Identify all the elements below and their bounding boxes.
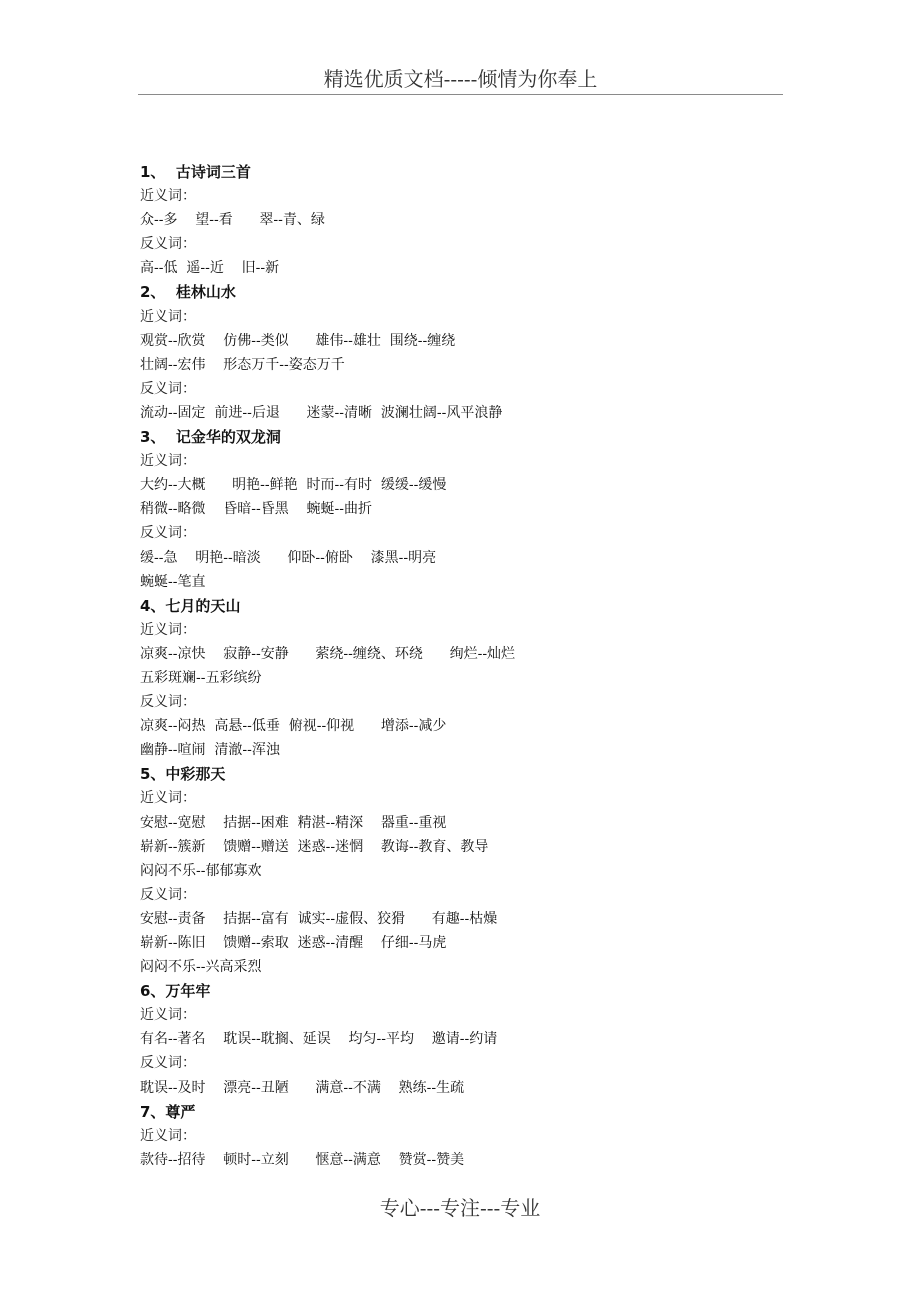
section-label: 近义词： xyxy=(140,1127,196,1144)
section-label: 反义词： xyxy=(140,380,196,397)
section-label: 反义词： xyxy=(140,1055,196,1072)
section-heading: 1、 古诗词三首 xyxy=(140,163,251,181)
text-line: 蜿蜒--笔直 xyxy=(140,573,206,590)
text-line: 闷闷不乐--兴高采烈 xyxy=(140,959,262,976)
section-label: 近义词： xyxy=(140,188,196,205)
footer-text: 专心---专注---专业 xyxy=(379,1196,541,1220)
text-line: 有名--著名 耽误--耽搁、延误 均匀--平均 邀请--约请 xyxy=(140,1031,498,1048)
text-line: 凉爽--凉快 寂静--安静 萦绕--缠绕、环绕 绚烂--灿烂 xyxy=(140,645,516,662)
section-heading: 5、中彩那天 xyxy=(140,765,226,784)
section-heading: 3、 记金华的双龙洞 xyxy=(140,428,281,447)
text-line: 崭新--陈旧 馈赠--索取 迷惑--清醒 仔细--马虎 xyxy=(140,935,447,951)
section-heading: 4、七月的天山 xyxy=(140,596,241,615)
text-line: 观赏--欣赏 仿佛--类似 雄伟--雄壮 围绕--缠绕 xyxy=(140,332,456,349)
text-line: 缓--急 明艳--暗淡 仰卧--俯卧 漆黑--明亮 xyxy=(140,549,437,566)
section-label: 反义词： xyxy=(140,694,196,711)
header-text: 精选优质文档-----倾情为你奉上 xyxy=(323,67,598,91)
text-line: 流动--固定 前进--后退 迷蒙--清晰 波澜壮阔--风平浪静 xyxy=(140,404,503,421)
section-heading: 6、万年牢 xyxy=(140,982,211,1001)
text-line: 耽误--及时 漂亮--丑陋 满意--不满 熟练--生疏 xyxy=(140,1079,465,1096)
text-line: 闷闷不乐--郁郁寡欢 xyxy=(140,862,262,879)
section-label: 近义词： xyxy=(140,1007,196,1024)
text-line: 崭新--簇新 馈赠--赠送 迷惑--迷惘 教诲--教育、教导 xyxy=(140,838,489,855)
text-line: 凉爽--闷热 高悬--低垂 俯视--仰视 增添--减少 xyxy=(140,718,447,735)
page-footer xyxy=(0,1194,920,1222)
page-header xyxy=(138,66,783,95)
document-body xyxy=(140,160,800,1172)
text-line: 款待--招待 顿时--立刻 惬意--满意 赞赏--赞美 xyxy=(140,1151,465,1168)
text-line: 众--多 望--看 翠--青、绿 xyxy=(140,212,325,229)
text-line: 幽静--喧闹 清澈--浑浊 xyxy=(140,742,280,759)
section-label: 反义词： xyxy=(140,236,196,253)
section-label: 近义词： xyxy=(140,790,196,807)
section-heading: 2、 桂林山水 xyxy=(140,283,236,302)
section-label: 近义词： xyxy=(140,308,196,325)
text-line: 大约--大概 明艳--鲜艳 时而--有时 缓缓--缓慢 xyxy=(140,477,447,494)
text-line: 稍微--略微 昏暗--昏黑 蜿蜒--曲折 xyxy=(140,501,372,518)
section-label: 近义词： xyxy=(140,621,196,638)
text-line: 壮阔--宏伟 形态万千--姿态万千 xyxy=(140,356,345,373)
section-label: 反义词： xyxy=(140,886,196,903)
section-label: 反义词： xyxy=(140,525,196,542)
section-label: 近义词： xyxy=(140,453,196,470)
text-line: 安慰--责备 拮据--富有 诚实--虚假、狡猾 有趣--枯燥 xyxy=(140,910,498,927)
text-line: 五彩斑斓--五彩缤纷 xyxy=(140,669,262,686)
section-heading: 7、尊严 xyxy=(140,1102,196,1121)
text-line: 高--低 遥--近 旧--新 xyxy=(140,260,280,277)
text-line: 安慰--宽慰 拮据--困难 精湛--精深 器重--重视 xyxy=(140,814,447,831)
